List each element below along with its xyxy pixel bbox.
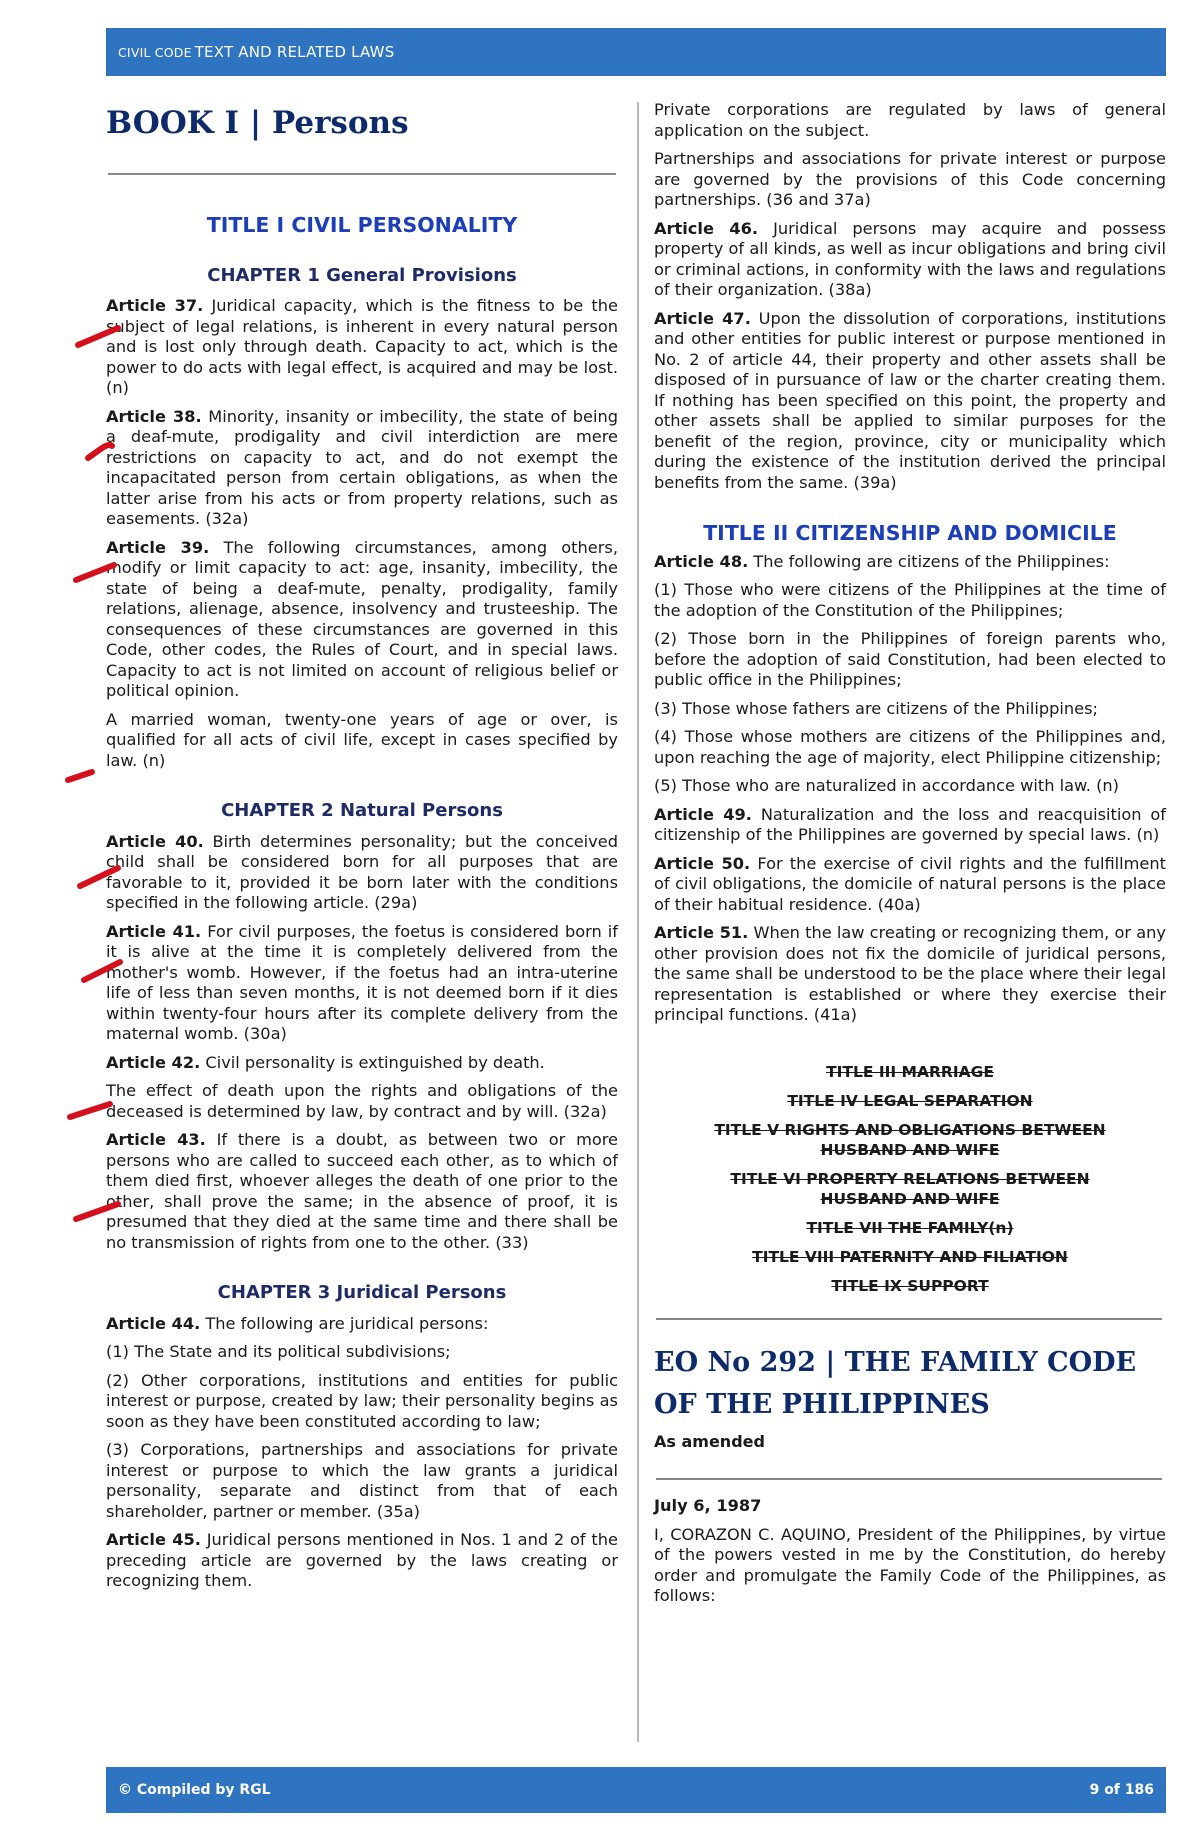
article-label: Article 43. (106, 1130, 206, 1149)
article-41 (106, 922, 618, 1045)
struck-title: TITLE VI PROPERTY RELATIONS BETWEEN HUSBAND AND WIFE (730, 1169, 1090, 1208)
footer-credit: © Compiled by RGL (118, 1782, 271, 1798)
article-text: Civil personality is extinguished by death. (205, 1052, 545, 1072)
page-header (106, 28, 1166, 76)
header-text: TEXT AND RELATED LAWS (194, 43, 395, 61)
paragraph: Private corporations are regulated by laws of general application on the subject. (654, 100, 1166, 140)
article-text: Minority, insanity or imbecility, the state of being a deaf-mute, prodigality and civil interdiction are mere restrictions on capacity to act, and do not exempt the incapacitated person from certain obligations, as when the latter arise from his acts or from property relations, such as easements. (32a) (106, 406, 618, 528)
eo-title: EO No 292 | THE FAMILY CODE OF THE PHILIPPINES (654, 1346, 1137, 1420)
article-text: Juridical persons mentioned in Nos. 1 and 2 of the preceding article are governed by the laws creating or recognizing them. (106, 1530, 618, 1590)
column-divider (637, 102, 639, 1742)
page-number: 9 of 186 (1089, 1782, 1154, 1798)
preamble: I, CORAZON C. AQUINO, President of the Philippines, by virtue of the powers vested in me by the Constitution, do hereby order and promulgate the Family Code of the Philippines, as follows: (654, 1524, 1166, 1605)
article-text: If there is a doubt, as between two or more persons who are called to succeed each other, as to which of them died first, whoever alleges the death of one prior to the other, shall prove the same; in the absence of proof, it is presumed that they died at the same time and there shall be no transmission of rights from one to the other. (33) (106, 1130, 618, 1252)
article-42 (106, 1053, 618, 1074)
article-label: Article 40. (106, 831, 204, 851)
paragraph: Partnerships and associations for private interest or purpose are governed by the provisions of this Code concerning partnerships. (36 and 37a) (654, 149, 1166, 209)
struck-title: TITLE IV LEGAL SEPARATION (787, 1091, 1033, 1110)
list-item: (1) The State and its political subdivisions; (106, 1342, 451, 1361)
article-text: Upon the dissolution of corporations, institutions and other entities for public interest or purpose mentioned in No. 2 of article 44, their property and other assets shall be disposed of in pursuance of law or the charter creating them. If nothing has been specified on this point, the property and other assets shall be applied to similar purposes for the benefit of the region, province, city or municipality which during the existence of the institution derived the principal benefits from the same. (39a) (654, 308, 1167, 492)
list-item: (2) Those born in the Philippines of foreign parents who, before the adoption of said Constitution, had been elected to public office in the Philippines; (654, 629, 1166, 689)
list-item: (3) Corporations, partnerships and associations for private interest or purpose to which the law grants a juridical personality, separate and distinct from that of each shareholder, partner or member. (35a) (106, 1440, 618, 1521)
list-item: (3) Those whose fathers are citizens of the Philippines; (654, 698, 1099, 718)
struck-title: TITLE VII THE FAMILY(n) (806, 1218, 1014, 1237)
article-label: Article 42. (106, 1052, 201, 1072)
article-label: Article 39. (106, 537, 210, 557)
article-label: Article 38. (106, 406, 202, 426)
article-43 (106, 1130, 618, 1253)
horizontal-rule (656, 1318, 1162, 1320)
title-heading: TITLE I CIVIL PERSONALITY (206, 213, 518, 237)
page-footer (106, 1767, 1166, 1813)
article-51 (654, 923, 1166, 1026)
article-label: Article 37. (106, 296, 204, 315)
article-label: Article 50. (654, 853, 751, 873)
article-37 (106, 296, 618, 399)
article-42-paragraph: The effect of death upon the rights and obligations of the deceased is determined by law, by contract and by will. (32a) (106, 1081, 618, 1121)
article-text: The following are citizens of the Philippines: (753, 551, 1110, 571)
horizontal-rule (656, 1478, 1162, 1480)
list-item: (2) Other corporations, institutions and entities for public interest or purpose, created by law; their personality begins as soon as they have been constituted according to law; (106, 1370, 618, 1431)
article-48 (654, 552, 1166, 573)
struck-title: TITLE V RIGHTS AND OBLIGATIONS BETWEEN HUSBAND AND WIFE (714, 1120, 1106, 1159)
article-label: Article 45. (106, 1530, 201, 1549)
chapter-heading: CHAPTER 2 Natural Persons (221, 800, 503, 821)
article-39 (106, 538, 618, 702)
article-label: Article 51. (654, 923, 749, 942)
article-text: For the exercise of civil rights and the fulfillment of civil obligations, the domicile of natural persons is the place of their habitual residence. (40a) (654, 853, 1167, 914)
list-item: (5) Those who are naturalized in accordance with law. (n) (654, 776, 1119, 795)
article-text: For civil purposes, the foetus is considered born if it is alive at the time it is completely delivered from the mother's womb. However, if the foetus had an intra-uterine life of less than seven months, it is not deemed born if it dies within twenty-four hours after its complete delivery from the maternal womb. (30a) (106, 921, 618, 1043)
article-40 (106, 832, 618, 914)
title-heading: TITLE II CITIZENSHIP AND DOMICILE (703, 521, 1117, 545)
article-46 (654, 219, 1166, 301)
article-44 (106, 1314, 618, 1335)
article-49 (654, 805, 1166, 846)
struck-title: TITLE III MARRIAGE (826, 1062, 994, 1081)
as-amended: As amended (654, 1431, 765, 1451)
list-item: (1) Those who were citizens of the Philippines at the time of the adoption of the Constitution of the Philippines; (654, 580, 1166, 620)
article-text: Juridical capacity, which is the fitness to be the subject of legal relations, is inherent in every natural person and is lost only through death. Capacity to act, which is the power to do acts with legal effect, is acquired and may be lost. (n) (106, 296, 618, 397)
red-pen-mark-icon (70, 1104, 110, 1117)
list-item: (4) Those whose mothers are citizens of the Philippines and, upon reaching the age of majority, elect Philippine citizenship; (654, 727, 1166, 767)
horizontal-rule (108, 173, 616, 175)
right-column (654, 100, 1166, 1615)
struck-title: TITLE VIII PATERNITY AND FILIATION (752, 1247, 1068, 1266)
article-47 (654, 309, 1166, 494)
article-label: Article 47. (654, 308, 751, 328)
article-text: The following are juridical persons: (205, 1313, 489, 1333)
article-label: Article 49. (654, 804, 752, 824)
article-45 (106, 1530, 618, 1592)
chapter-heading: CHAPTER 1 General Provisions (207, 264, 517, 286)
article-text: The following circumstances, among others, modify or limit capacity to act: age, insanity, imbecility, the state of being a deaf-mute, penalty, prodigality, family relations, alienage, absence, insolvency and trusteeship. The consequences of these circumstances are governed in this Code, other codes, the Rules of Court, and in special laws. Capacity to act is not limited on account of religious belief or political opinion. (106, 537, 618, 700)
article-text: When the law creating or recognizing them, or any other provision does not fix the domicile of juridical persons, the same shall be understood to be the place where their legal representation is established or where they exercise their principal functions. (41a) (654, 923, 1166, 1024)
article-text: Birth determines personality; but the conceived child shall be considered born for all purposes that are favorable to it, provided it be born later with the conditions specified in the following article. (29a) (106, 831, 618, 912)
article-label: Article 48. (654, 551, 749, 571)
chapter-heading: CHAPTER 3 Juridical Persons (217, 1282, 507, 1303)
struck-title: TITLE IX SUPPORT (831, 1276, 989, 1295)
article-50 (654, 854, 1166, 916)
article-text: Naturalization and the loss and reacquisition of citizenship of the Philippines are governed by special laws. (n) (654, 804, 1166, 844)
header-prefix: CIVIL CODE (118, 44, 192, 60)
article-label: Article 46. (654, 218, 759, 238)
date: July 6, 1987 (654, 1496, 762, 1515)
left-column (106, 100, 618, 1600)
article-label: Article 44. (106, 1313, 201, 1333)
book-title: BOOK I | Persons (106, 105, 409, 141)
article-label: Article 41. (106, 921, 202, 941)
article-text: Juridical persons may acquire and possess property of all kinds, as well as incur obligations and bring civil or criminal actions, in conformity with the laws and regulations of their organization. (38a) (654, 218, 1166, 299)
article-38 (106, 407, 618, 530)
article-39-paragraph: A married woman, twenty-one years of age or over, is qualified for all acts of civil life, except in cases specified by law. (n) (106, 709, 618, 770)
red-pen-mark-icon (68, 772, 92, 780)
